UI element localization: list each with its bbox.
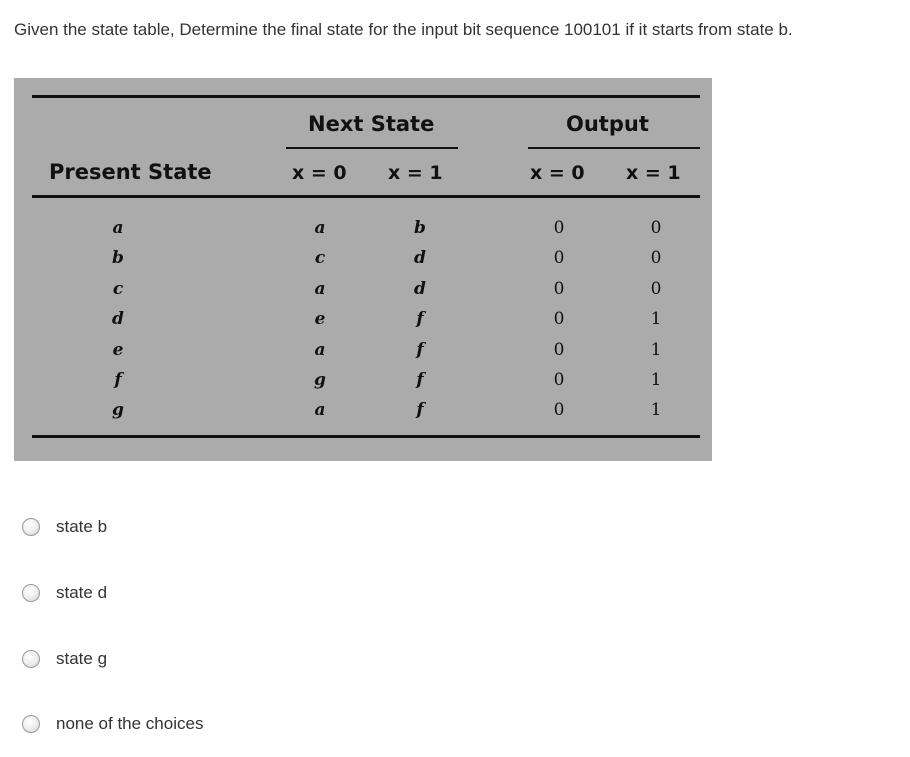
cell-out-x0: 0 [553, 218, 565, 238]
radio-button[interactable] [22, 518, 40, 536]
out-x0-header: x = 0 [530, 162, 585, 184]
cell-present: c [112, 279, 124, 299]
cell-next-x0: c [314, 248, 326, 268]
output-underline [528, 147, 700, 149]
choice-state-d[interactable] [22, 582, 107, 604]
cell-next-x0: e [314, 309, 326, 329]
cell-next-x0: a [314, 279, 326, 299]
cell-next-x0: a [314, 218, 326, 238]
cell-out-x1: 0 [650, 218, 662, 238]
cell-next-x1: f [416, 340, 424, 360]
radio-button[interactable] [22, 584, 40, 602]
cell-next-x1: f [416, 309, 424, 329]
cell-next-x0: a [314, 340, 326, 360]
cell-present: d [112, 309, 124, 329]
cell-out-x0: 0 [553, 400, 565, 420]
radio-button[interactable] [22, 650, 40, 668]
cell-out-x1: 1 [650, 309, 662, 329]
cell-out-x1: 1 [650, 370, 662, 390]
out-x1-header: x = 1 [626, 162, 681, 184]
choice-label: state b [56, 517, 108, 536]
cell-out-x0: 0 [553, 309, 565, 329]
cell-out-x1: 0 [650, 279, 662, 299]
cell-next-x1: f [416, 400, 424, 420]
choice-label: state g [56, 649, 108, 668]
choice-none[interactable] [22, 713, 203, 735]
cell-out-x0: 0 [553, 248, 565, 268]
state-table [14, 78, 712, 461]
choice-label: state d [56, 583, 108, 602]
cell-out-x1: 0 [650, 248, 662, 268]
cell-out-x1: 1 [650, 400, 662, 420]
table-bottom-rule [32, 435, 700, 438]
cell-present: e [112, 340, 124, 360]
present-state-header: Present State [49, 160, 212, 184]
table-top-rule [32, 95, 700, 98]
cell-next-x0: g [314, 370, 326, 390]
radio-button[interactable] [22, 715, 40, 733]
next-state-underline [286, 147, 458, 149]
cell-present: f [114, 370, 122, 390]
choice-state-b[interactable] [22, 516, 107, 538]
cell-next-x1: d [414, 279, 426, 299]
cell-next-x1: d [414, 248, 426, 268]
cell-out-x0: 0 [553, 279, 565, 299]
choice-state-g[interactable] [22, 648, 107, 670]
cell-next-x1: f [416, 370, 424, 390]
next-x1-header: x = 1 [388, 162, 443, 184]
next-x0-header: x = 0 [292, 162, 347, 184]
output-header: Output [566, 112, 649, 136]
cell-next-x0: a [314, 400, 326, 420]
question-text: Given the state table, Determine the final state for the input bit sequence 100101 if it starts from state b. [14, 20, 793, 39]
choice-label: none of the choices [56, 714, 204, 733]
cell-next-x1: b [414, 218, 426, 238]
cell-present: a [112, 218, 124, 238]
cell-out-x1: 1 [650, 340, 662, 360]
cell-out-x0: 0 [553, 340, 565, 360]
next-state-header: Next State [308, 112, 435, 136]
table-header-rule [32, 195, 700, 198]
cell-out-x0: 0 [553, 370, 565, 390]
cell-present: g [112, 400, 124, 420]
cell-present: b [112, 248, 124, 268]
